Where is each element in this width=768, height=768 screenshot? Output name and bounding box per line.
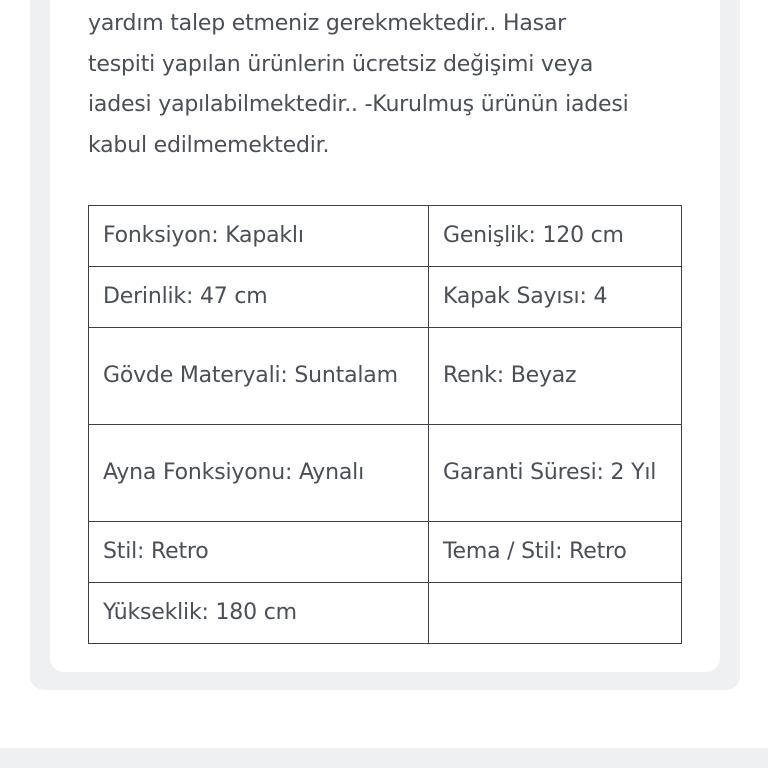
description-line: yardım talep etmeniz gerekmektedir.. Hasar	[88, 11, 566, 36]
spec-cell: Tema / Stil: Retro	[429, 522, 682, 583]
description-line: iadesi yapılabilmektedir.. -Kurulmuş ürünün iadesi	[88, 92, 629, 117]
table-row	[89, 583, 682, 644]
spec-cell: Yükseklik: 180 cm	[89, 583, 429, 644]
table-row	[89, 267, 682, 328]
spec-cell: Renk: Beyaz	[429, 328, 682, 425]
table-row	[89, 425, 682, 522]
spec-cell: Genişlik: 120 cm	[429, 206, 682, 267]
spec-cell: Stil: Retro	[89, 522, 429, 583]
bottom-section-divider	[0, 748, 768, 768]
spec-cell: Ayna Fonksiyonu: Aynalı	[89, 425, 429, 522]
spec-cell: Derinlik: 47 cm	[89, 267, 429, 328]
table-row	[89, 206, 682, 267]
description-line: kabul edilmemektedir.	[88, 132, 330, 158]
spec-cell: Fonksiyon: Kapaklı	[89, 206, 429, 267]
table-row	[89, 328, 682, 425]
spec-cell: Garanti Süresi: 2 Yıl	[429, 425, 682, 522]
specifications-table	[88, 205, 682, 644]
description-line: tespiti yapılan ürünlerin ücretsiz değişimi veya	[88, 51, 594, 77]
table-row	[89, 522, 682, 583]
spec-cell	[429, 583, 682, 644]
spec-cell: Kapak Sayısı: 4	[429, 267, 682, 328]
spec-cell: Gövde Materyali: Suntalam	[89, 328, 429, 425]
product-description	[88, 4, 688, 166]
